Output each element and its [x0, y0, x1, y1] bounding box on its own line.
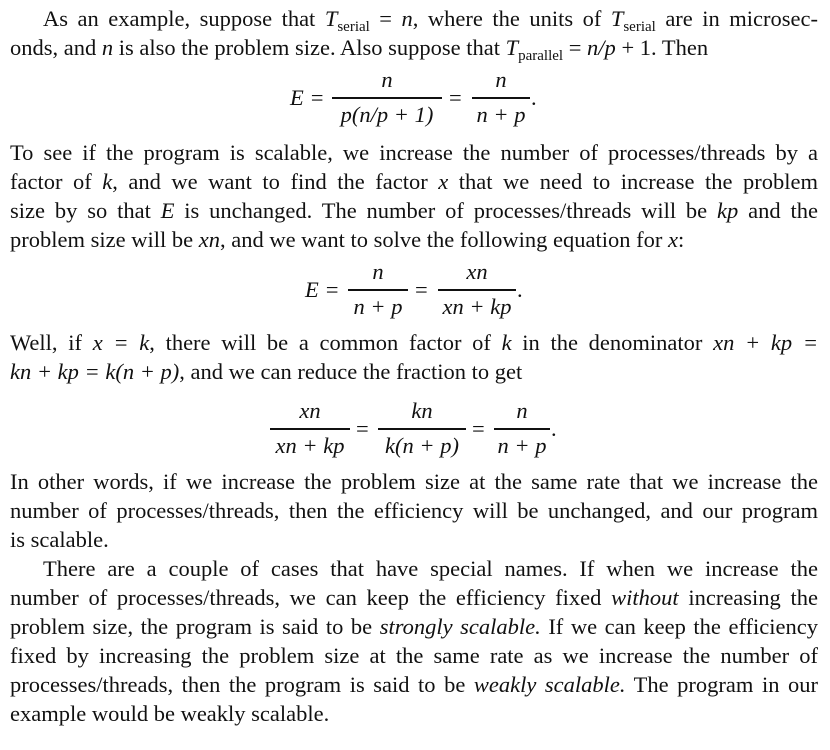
paragraph-5-line-2: number of processes/threads, we can keep the efficiency fixed without increasing the	[10, 585, 818, 610]
paragraph-2-line-1: To see if the program is scalable, we increase the number of processes/threads by a	[10, 140, 818, 165]
eq3-fraction-3: n n + p	[494, 397, 550, 460]
eq1-period: .	[531, 85, 537, 110]
eq2-fraction-1: n n + p	[348, 258, 408, 321]
eq1-equals: =	[449, 85, 462, 110]
eq2-fraction-2: xn xn + kp	[438, 258, 516, 321]
paragraph-1-line-2: onds, and n is also the problem size. Also suppose that $T_{parallel} = n/p + 1$. Then	[10, 35, 709, 64]
eq3-equals-2: =	[472, 416, 485, 441]
paragraph-3-line-1: Well, if x = k, there will be a common factor of k in the denominator xn + kp =	[10, 330, 819, 355]
eq1-lhs: E =	[290, 85, 325, 110]
paragraph-3-line-2: kn + kp = k(n + p), and we can reduce the fraction to get	[10, 359, 523, 384]
eq3-equals-1: =	[356, 416, 369, 441]
paragraph-5-line-5: processes/threads, then the program is said to be weakly scalable. The program in our	[10, 672, 818, 697]
paragraph-2-line-2: factor of k, and we want to find the factor x that we need to increase the problem	[10, 169, 818, 194]
paragraph-5-line-3: problem size, the program is said to be strongly scalable. If we can keep the efficiency	[10, 614, 818, 639]
eq1-fraction-1: n p(n/p + 1)	[332, 66, 442, 129]
paragraph-5-line-6: example would be weakly scalable.	[10, 701, 330, 726]
paragraph-5-line-4: fixed by increasing the problem size at the same rate as we increase the number of	[10, 643, 818, 668]
paragraph-2-line-4: problem size will be xn, and we want to solve the following equation for x:	[10, 227, 685, 252]
eq3-period: .	[551, 416, 557, 441]
paragraph-4-line-1: In other words, if we increase the problem size at the same rate that we increase the	[10, 469, 818, 494]
paragraph-4-line-2: number of processes/threads, then the efficiency will be unchanged, and our program	[10, 498, 818, 523]
eq3-fraction-2: kn k(n + p)	[378, 397, 466, 460]
eq1-fraction-2: n n + p	[472, 66, 530, 129]
eq3-fraction-1: xn xn + kp	[270, 397, 350, 460]
paragraph-1-line-1: As an example, suppose that $T_{serial} = n$, where the units of $T_{serial}$ are in microsec-	[43, 6, 818, 35]
paragraph-4-line-3: is scalable.	[10, 527, 109, 552]
paragraph-2-line-3: size by so that E is unchanged. The number of processes/threads will be kp and the	[10, 198, 818, 223]
paragraph-5-line-1: There are a couple of cases that have special names. If when we increase the	[43, 556, 818, 581]
eq2-equals: =	[415, 277, 428, 302]
eq2-lhs: E =	[305, 277, 340, 302]
eq2-period: .	[517, 277, 523, 302]
